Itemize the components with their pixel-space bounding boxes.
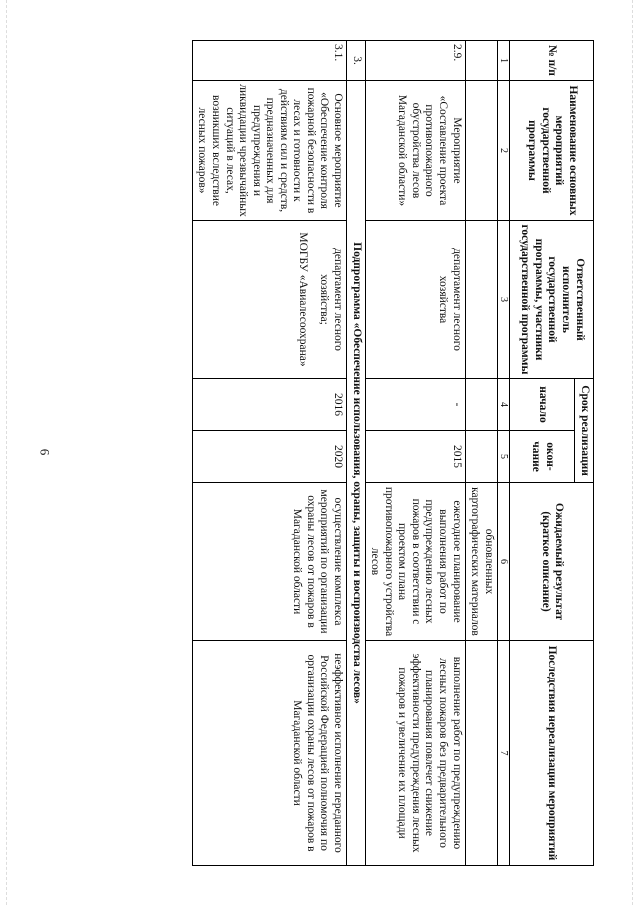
executor: департамент лесного хозяйства <box>365 221 465 379</box>
header-start: начало <box>510 379 575 431</box>
end-year: 2015 <box>365 431 465 483</box>
end-year: 2020 <box>192 431 346 483</box>
rotated-content <box>64 40 594 865</box>
page-number: 6 <box>37 448 53 456</box>
expected-result: ежегодное планирование выполнения работ по предупреждению лесных пожаров в соответствии с проектом плана противопожарного устройства лесов <box>365 483 465 641</box>
colnum-2: 2 <box>497 81 510 221</box>
header-row <box>575 41 594 866</box>
header-num: № п/п <box>510 41 594 81</box>
measure-name: Мероприятие «Составление проекта противопожарного обустройства лесов Магаданской области» <box>365 81 465 221</box>
consequences: выполнение работ по предупреждению лесных пожаров без предварительного планирования повлечет снижение эффективности предупреждения лесных пожаров и увеличение их площади <box>365 641 465 866</box>
continuation-row <box>465 41 497 866</box>
expected-result: осуществление комплекса мероприятий по организации охраны лесов от пожаров в Магаданской области <box>192 483 346 641</box>
executor-line-1: департамент лесного хозяйства; <box>318 248 345 351</box>
colnum-4: 4 <box>497 379 510 431</box>
colnum-6: 6 <box>497 483 510 641</box>
colnum-7: 7 <box>497 641 510 866</box>
table-row <box>192 41 346 866</box>
scan-edge-right <box>632 0 634 905</box>
table-row <box>365 41 465 866</box>
colnum-1: 1 <box>497 41 510 81</box>
executor-line-2: МОГБУ «Авиалесоохрана» <box>296 232 309 367</box>
section-number: 3. <box>347 41 366 81</box>
scan-edge-left <box>6 0 8 905</box>
header-result: Ожидаемый результат (краткое описание) <box>510 483 594 641</box>
colnum-3: 3 <box>497 221 510 379</box>
column-numbers-row <box>497 41 510 866</box>
header-name: Наименование основных мероприятий государственной программы <box>510 81 594 221</box>
row-number: 2.9. <box>365 41 465 81</box>
header-consequences: Последствия нереализации мероприятий <box>510 641 594 866</box>
executor <box>192 221 346 379</box>
header-end: окон-чание <box>510 431 575 483</box>
start-year: - <box>365 379 465 431</box>
program-table <box>192 40 594 866</box>
row-number: 3.1. <box>192 41 346 81</box>
header-executor: Ответственный исполнитель государственной программы, участники государственной программы <box>510 221 594 379</box>
measure-name: Основное мероприятие «Обеспечение контроля пожарной безопасности в лесах и готовности к действиям сил и средств, предназначенных для предупреждения и ликвидации чрезвычайных ситуаций в лесах, возникших вследствие лесных пожаров» <box>192 81 346 221</box>
header-term: Срок реализации <box>575 379 594 483</box>
section-row <box>347 41 366 866</box>
rotated-page <box>64 40 594 865</box>
start-year: 2016 <box>192 379 346 431</box>
colnum-5: 5 <box>497 431 510 483</box>
cont-result: обновленных картографических материалов <box>465 483 497 641</box>
section-title: Подпрограмма «Обеспечение использования, охраны, защиты и воспроизводства лесов» <box>347 81 366 866</box>
consequences: неэффективное исполнение переданного Российской Федерацией полномочия по организации охраны лесов от пожаров в Магаданской области <box>192 641 346 866</box>
